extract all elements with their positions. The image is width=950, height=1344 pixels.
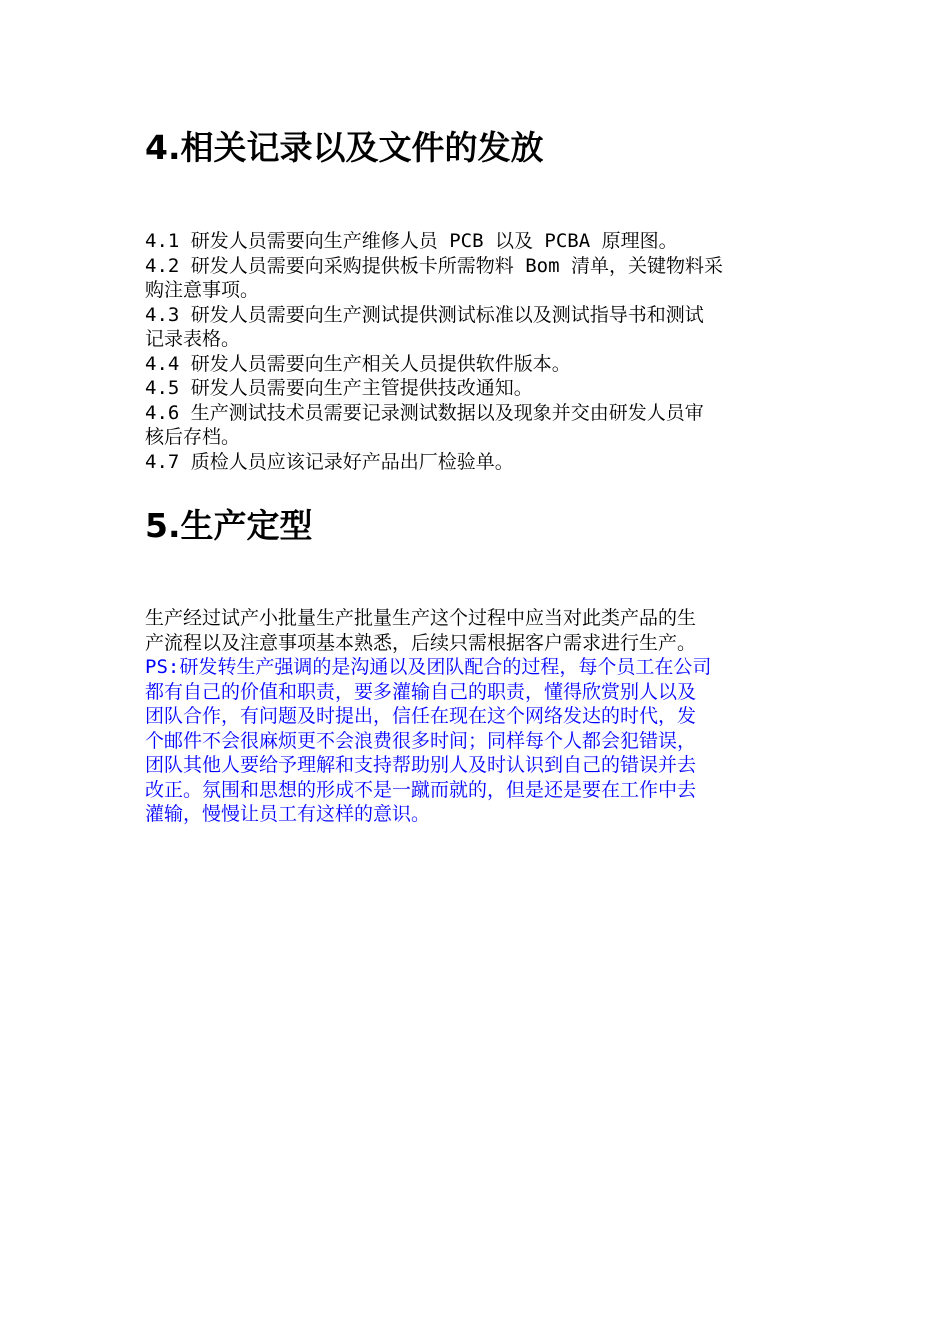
list-item: 4.2 研发人员需要向采购提供板卡所需物料 Bom 清单，关键物料采 [145, 254, 723, 277]
paragraph-line: 产流程以及注意事项基本熟悉，后续只需根据客户需求进行生产。 [145, 631, 697, 654]
section-5-paragraph [145, 606, 810, 655]
list-item: 4.1 研发人员需要向生产维修人员 PCB 以及 PCBA 原理图。 [145, 230, 678, 252]
ps-note-line: 团队合作，有问题及时提出，信任在现在这个网络发达的时代，发 [145, 705, 697, 727]
list-item: 4.6 生产测试技术员需要记录测试数据以及现象并交由研发人员审 [145, 401, 704, 424]
ps-note-line: 都有自己的价值和职责，要多灌输自己的职责，懂得欣赏别人以及 [145, 680, 697, 703]
section-4-list [145, 229, 810, 474]
list-item-continuation: 核后存档。 [145, 426, 241, 448]
list-item: 4.5 研发人员需要向生产主管提供技改通知。 [145, 377, 533, 399]
list-item: 4.4 研发人员需要向生产相关人员提供软件版本。 [145, 352, 571, 375]
list-item-continuation: 记录表格。 [145, 328, 241, 350]
list-item: 4.7 质检人员应该记录好产品出厂检验单。 [145, 450, 514, 473]
ps-note-line: PS:研发转生产强调的是沟通以及团队配合的过程，每个员工在公司 [145, 656, 712, 678]
section-5-heading: 5.生产定型 [145, 506, 313, 545]
ps-note-line: 个邮件不会很麻烦更不会浪费很多时间；同样每个人都会犯错误， [145, 729, 697, 752]
ps-note-line: 改正。氛围和思想的形成不是一蹴而就的，但是还是要在工作中去 [145, 778, 697, 801]
list-item-continuation: 购注意事项。 [145, 279, 260, 301]
section-4-heading: 4.相关记录以及文件的发放 [145, 128, 544, 167]
ps-note-line: 灌输，慢慢让员工有这样的意识。 [145, 803, 431, 825]
paragraph-line: 生产经过试产小批量生产批量生产这个过程中应当对此类产品的生 [145, 607, 697, 629]
ps-note [145, 655, 810, 827]
ps-note-line: 团队其他人要给予理解和支持帮助别人及时认识到自己的错误并去 [145, 754, 697, 776]
list-item: 4.3 研发人员需要向生产测试提供测试标准以及测试指导书和测试 [145, 303, 704, 326]
